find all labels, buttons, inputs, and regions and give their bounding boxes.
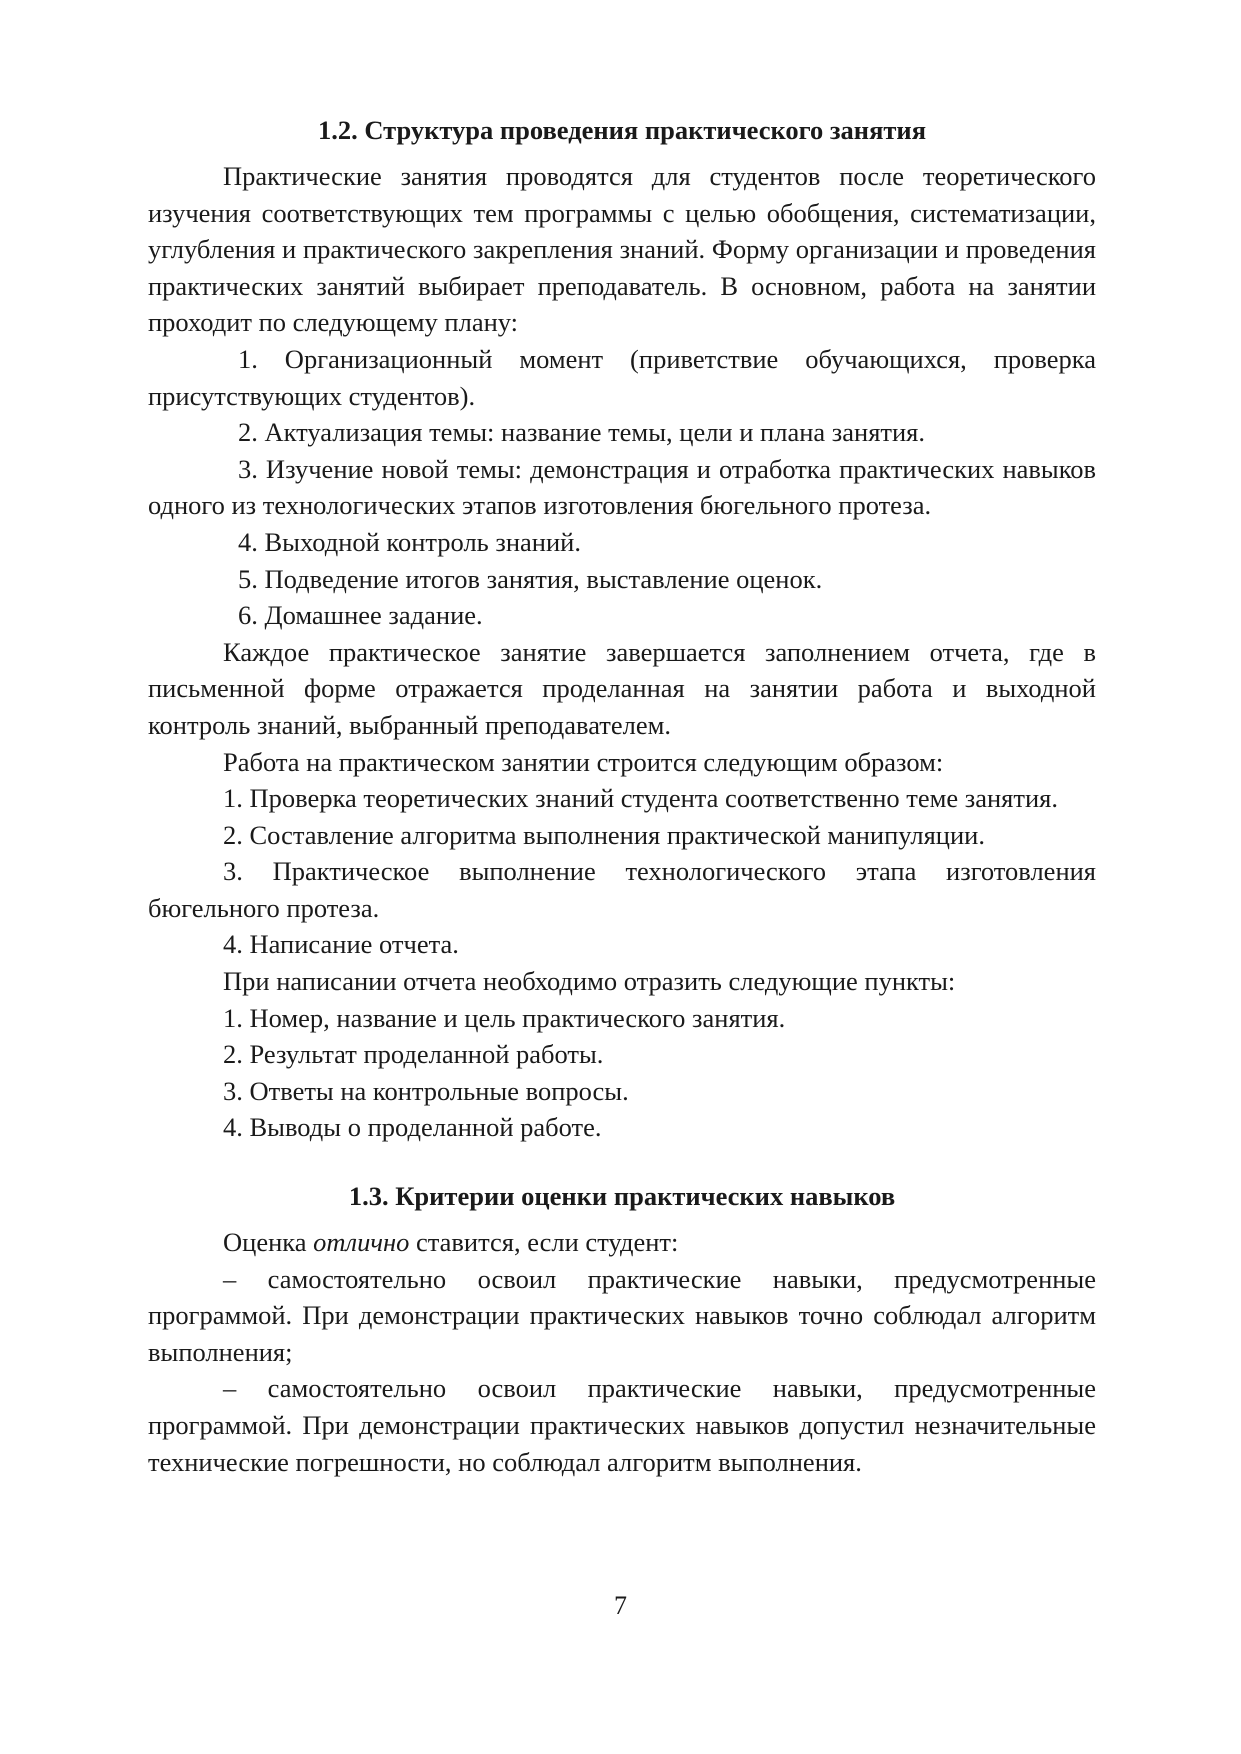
document-page: [148, 112, 1096, 1480]
plan-item-4: 4. Выходной контроль знаний.: [238, 526, 581, 557]
work-item-2: 2. Составление алгоритма выполнения практической манипуляции.: [223, 819, 985, 850]
criterion-1: – самостоятельно освоил практические навыки, предусмотренные программой. При демонстрации практических навыков точно соблюдал алгоритм выполнения;: [148, 1263, 1096, 1367]
section-1-2-title: 1.2. Структура проведения практического занятия: [317, 115, 927, 145]
work-item-3: 3. Практическое выполнение технологического этапа изготовления бюгельного протеза.: [148, 856, 1096, 923]
plan-item-2: 2. Актуализация темы: название темы, цели и плана занятия.: [238, 417, 925, 448]
work-item-1: 1. Проверка теоретических знаний студента соответственно теме занятия.: [223, 783, 1058, 814]
work-intro: Работа на практическом занятии строится следующим образом:: [223, 746, 944, 777]
report-item-1: 1. Номер, название и цель практического занятия.: [223, 1002, 786, 1033]
plan-item-5: 5. Подведение итогов занятия, выставление оценок.: [238, 563, 823, 594]
plan-item-6: 6. Домашнее задание.: [238, 600, 483, 631]
section-1-3-title: 1.3. Критерии оценки практических навыков: [348, 1181, 896, 1212]
grade-intro-after: ставится, если студент:: [409, 1227, 679, 1258]
plan-item-3: 3. Изучение новой темы: демонстрация и отработка практических навыков одного из технологических этапов изготовления бюгельного протеза.: [148, 453, 1096, 521]
report-intro: При написании отчета необходимо отразить следующие пункты:: [223, 966, 956, 997]
report-item-2: 2. Результат проделанной работы.: [223, 1039, 604, 1070]
report-paragraph: Каждое практическое занятие завершается заполнением отчета, где в письменной форме отражается проделанная на занятии работа и выходной контроль знаний, выбранный преподавателем.: [148, 636, 1096, 740]
criterion-2: – самостоятельно освоил практические навыки, предусмотренные программой. При демонстрации практических навыков допустил незначительные технические погрешности, но соблюдал алгоритм выполнения.: [148, 1373, 1096, 1477]
report-item-4: 4. Выводы о проделанной работе.: [223, 1112, 602, 1143]
work-item-4: 4. Написание отчета.: [223, 929, 459, 960]
grade-intro: [148, 1224, 1096, 1261]
grade-word: отлично: [313, 1227, 410, 1258]
intro-paragraph: Практические занятия проводятся для студентов после теоретического изучения соответствующих тем программы с целью обобщения, систематизации, углубления и практического закрепления знаний. Форму организации и проведения практических занятий выбирает преподаватель. В основном, работа на занятии проходит по следующему плану:: [148, 161, 1096, 338]
plan-item-1: 1. Организационный момент (приветствие обучающихся, проверка присутствующих студентов).: [148, 343, 1096, 411]
page-number: 7: [614, 1591, 627, 1620]
report-item-3: 3. Ответы на контрольные вопросы.: [223, 1075, 629, 1106]
grade-intro-before: Оценка: [223, 1227, 314, 1258]
